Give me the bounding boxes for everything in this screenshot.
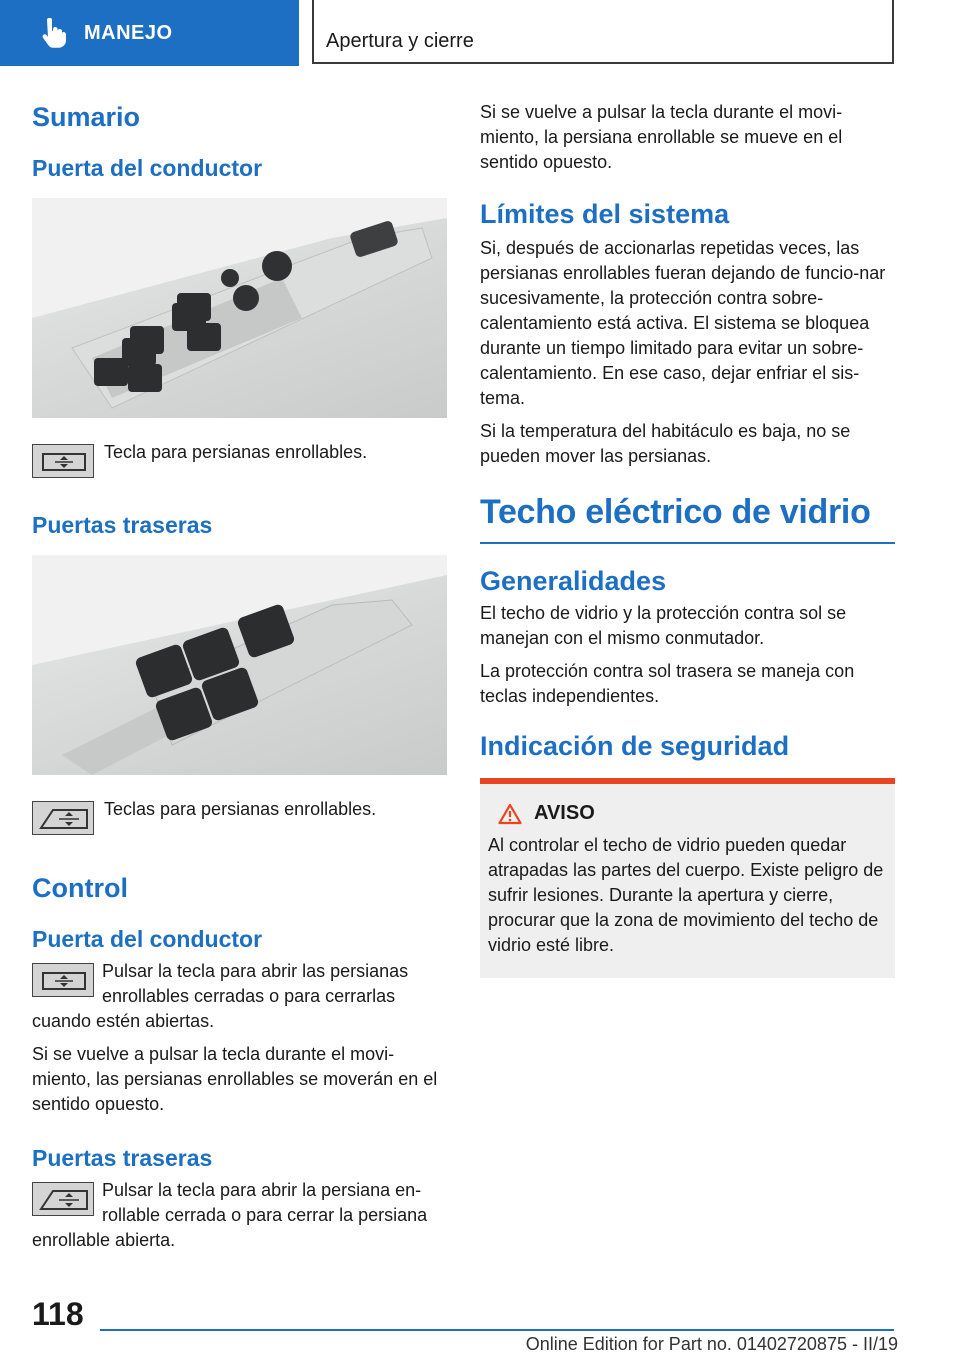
paragraph: El techo de vidrio y la protección contra sol se manejan con el mismo conmutador. [480,603,847,648]
sunblind-key-icon [32,963,94,997]
heading-sumario: Sumario [32,102,141,132]
paragraph: La protección contra sol trasera se maneja con teclas independientes. [480,661,855,706]
heading-puertas-traseras-control: Puertas traseras [32,1145,213,1171]
rear-door-switch-photo [32,555,447,775]
caption-row-2 [32,797,447,835]
warning-triangle-icon [498,803,522,825]
heading-limites: Límites del sistema [480,199,730,229]
caption-row-1 [32,440,447,478]
page-number: 118 [32,1296,84,1332]
section-label: MANEJO [84,21,173,44]
sunblind-key-icon [32,444,94,478]
warning-text: Al controlar el techo de vidrio pueden quedar atrapadas las partes del cuerpo. Existe peligro de sufrir lesiones. Durante la apertura y cierre, procurar que la zona de movimiento del techo de vidrio esté libre. [488,835,884,955]
driver-door-switch-photo [32,198,447,418]
rear-sunblind-key-icon [32,801,94,835]
rear-sunblind-key-icon [32,1182,94,1216]
paragraph: Si se vuelve a pulsar la tecla durante el movi‐miento, las persianas enrollables se moverán en el sentido opuesto. [32,1044,438,1114]
warning-box [480,778,895,978]
footer-divider [100,1329,894,1331]
heading-puerta-conductor-control: Puerta del conductor [32,926,263,952]
heading-techo: Techo eléctrico de vidrio [480,493,895,544]
caption-text: Tecla para persianas enrollables. [104,442,368,462]
warning-title: AVISO [534,802,595,824]
heading-seguridad: Indicación de seguridad [480,731,790,761]
caption-text: Teclas para persianas enrollables. [104,799,377,819]
paragraph: Pulsar la tecla para abrir las persianas enrollables cerradas o para cerrarlas cuando estén abiertas. [32,961,409,1031]
paragraph: Si, después de accionarlas repetidas veces, las persianas enrollables fueran dejando de funcio‐nar sucesivamente, la protección contra sobre‐calentamiento está activa. El sistema se bloquea durante un tiempo limitado para evitar un sobre‐calentamiento. En ese caso, dejar enfriar el sis‐tema. [480,238,886,408]
paragraph: Si la temperatura del habitáculo es baja, no se pueden mover las persianas. [480,421,851,466]
paragraph: Si se vuelve a pulsar la tecla durante el movi‐miento, la persiana enrollable se mueve en el sentido opuesto. [480,102,843,172]
heading-generalidades: Generalidades [480,566,667,596]
chapter-title: Apertura y cierre [312,0,894,64]
control-rear-block [32,1178,447,1253]
heading-control: Control [32,873,128,903]
section-tab[interactable] [0,0,299,66]
paragraph: Pulsar la tecla para abrir la persiana en‐rollable cerrada o para cerrar la persiana enrollable abierta. [32,1180,428,1250]
control-driver-block [32,959,447,1117]
right-column [480,100,895,978]
pointing-hand-icon [38,18,66,48]
edition-text: Online Edition for Part no. 01402720875 - II/19 [525,1334,898,1354]
warning-title-row [498,802,887,825]
heading-puerta-conductor: Puerta del conductor [32,155,263,181]
heading-puertas-traseras: Puertas traseras [32,512,213,538]
left-column [32,100,447,1261]
